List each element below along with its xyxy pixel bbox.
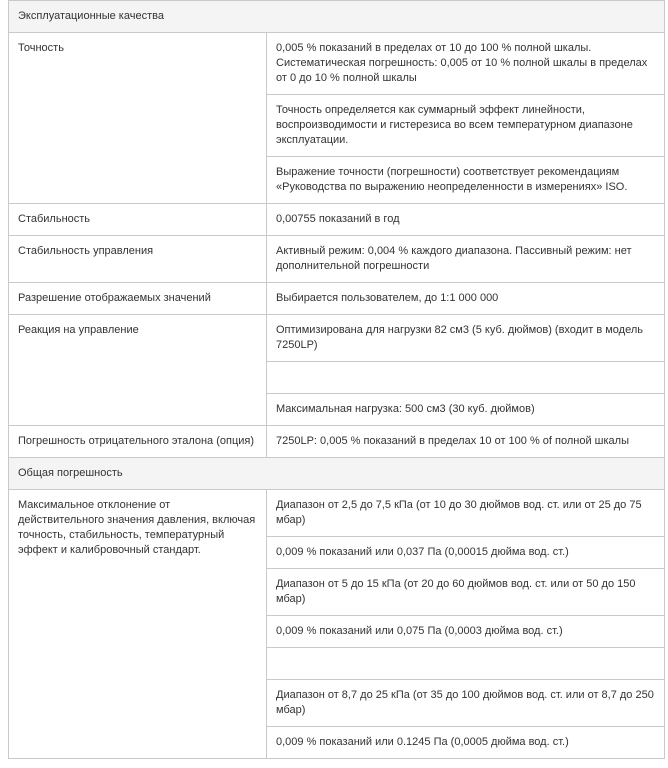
row-label-max-deviation: Максимальное отклонение от действительного значения давления, включая точность, стабильность, температурный эффект и калибровочный стандарт. bbox=[9, 490, 267, 759]
table-row bbox=[9, 33, 665, 95]
row-value: Выражение точности (погрешности) соответствует рекомендациям «Руководства по выражению неопределенности в измерениях» ISO. bbox=[267, 157, 665, 204]
row-value: 0,009 % показаний или 0.1245 Па (0,0005 дюйма вод. ст.) bbox=[267, 727, 665, 759]
table-row bbox=[9, 204, 665, 236]
row-value: 0,009 % показаний или 0,037 Па (0,00015 дюйма вод. ст.) bbox=[267, 537, 665, 569]
row-value: 0,005 % показаний в пределах от 10 до 100 % полной шкалы. Систематическая погрешность: 0,005 от 10 % полной шкалы в пределах от 0 до 10 % полной шкалы bbox=[267, 33, 665, 95]
table-row bbox=[9, 283, 665, 315]
row-label-resolution: Разрешение отображаемых значений bbox=[9, 283, 267, 315]
section-title: Общая погрешность bbox=[9, 458, 665, 490]
row-value: Диапазон от 8,7 до 25 кПа (от 35 до 100 дюймов вод. ст. или от 8,7 до 250 мбар) bbox=[267, 680, 665, 727]
row-label-control-response: Реакция на управление bbox=[9, 315, 267, 426]
row-value: 0,009 % показаний или 0,075 Па (0,0003 дюйма вод. ст.) bbox=[267, 616, 665, 648]
row-value: Выбирается пользователем, до 1:1 000 000 bbox=[267, 283, 665, 315]
spec-table bbox=[8, 0, 665, 759]
table-row bbox=[9, 426, 665, 458]
table-row bbox=[9, 315, 665, 362]
row-label-control-stability: Стабильность управления bbox=[9, 236, 267, 283]
row-value: 7250LP: 0,005 % показаний в пределах 10 от 100 % of полной шкалы bbox=[267, 426, 665, 458]
row-value: Диапазон от 2,5 до 7,5 кПа (от 10 до 30 дюймов вод. ст. или от 25 до 75 мбар) bbox=[267, 490, 665, 537]
section-row-performance bbox=[9, 1, 665, 33]
row-value: Диапазон от 5 до 15 кПа (от 20 до 60 дюймов вод. ст. или от 50 до 150 мбар) bbox=[267, 569, 665, 616]
row-value: Оптимизирована для нагрузки 82 см3 (5 куб. дюймов) (входит в модель 7250LP) bbox=[267, 315, 665, 362]
row-label-accuracy: Точность bbox=[9, 33, 267, 204]
row-value-empty bbox=[267, 362, 665, 394]
row-value: Максимальная нагрузка: 500 см3 (30 куб. дюймов) bbox=[267, 394, 665, 426]
row-value-empty bbox=[267, 648, 665, 680]
table-row bbox=[9, 490, 665, 537]
row-value: 0,00755 показаний в год bbox=[267, 204, 665, 236]
section-row-total-error bbox=[9, 458, 665, 490]
section-title: Эксплуатационные качества bbox=[9, 1, 665, 33]
row-value: Точность определяется как суммарный эффект линейности, воспроизводимости и гистерезиса во всем температурном диапазоне эксплуатации. bbox=[267, 95, 665, 157]
row-value: Активный режим: 0,004 % каждого диапазона. Пассивный режим: нет дополнительной погрешности bbox=[267, 236, 665, 283]
row-label-stability: Стабильность bbox=[9, 204, 267, 236]
table-row bbox=[9, 236, 665, 283]
row-label-negative-reference: Погрешность отрицательного эталона (опция) bbox=[9, 426, 267, 458]
